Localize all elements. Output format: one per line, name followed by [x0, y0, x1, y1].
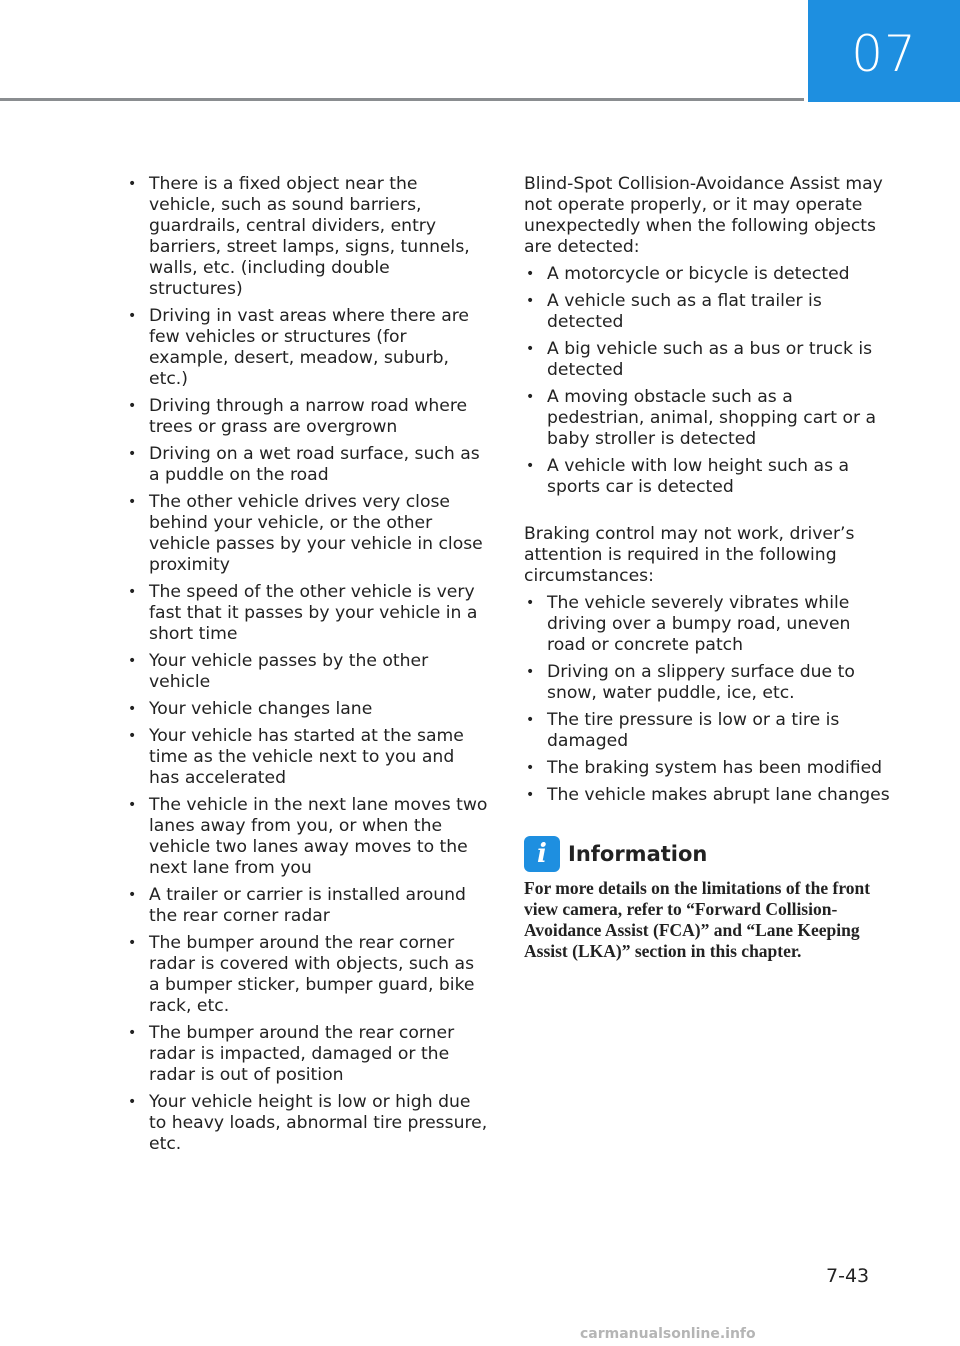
- list-item: • A vehicle with low height such as a sports car is detected: [524, 456, 890, 498]
- watermark: carmanualsonline.info: [580, 1326, 756, 1342]
- list-item: • The bumper around the rear corner radar is impacted, damaged or the radar is out of position: [126, 1023, 488, 1086]
- list-item: • The tire pressure is low or a tire is damaged: [524, 710, 890, 752]
- list-item: • Your vehicle height is low or high due to heavy loads, abnormal tire pressure, etc.: [126, 1092, 488, 1155]
- list-item: • Driving on a wet road surface, such as a puddle on the road: [126, 444, 488, 486]
- circumstances-list: [524, 593, 890, 806]
- page-number: 7-43: [826, 1265, 870, 1287]
- list-item: • The vehicle severely vibrates while driving over a bumpy road, uneven road or concrete patch: [524, 593, 890, 656]
- list-item: • The other vehicle drives very close behind your vehicle, or the other vehicle passes by your vehicle in close proximity: [126, 492, 488, 576]
- list-item: • There is a fixed object near the vehicle, such as sound barriers, guardrails, central dividers, entry barriers, street lamps, signs, tunnels, walls, etc. (including double structures): [126, 174, 488, 300]
- list-item: • A motorcycle or bicycle is detected: [524, 264, 890, 285]
- list-item: • Driving on a slippery surface due to snow, water puddle, ice, etc.: [524, 662, 890, 704]
- list-item: • A moving obstacle such as a pedestrian, animal, shopping cart or a baby stroller is detected: [524, 387, 890, 450]
- list-item: • The speed of the other vehicle is very fast that it passes by your vehicle in a short time: [126, 582, 488, 645]
- list-item: • Your vehicle changes lane: [126, 699, 488, 720]
- list-item: • Your vehicle has started at the same time as the vehicle next to you and has accelerated: [126, 726, 488, 789]
- list-item: • Your vehicle passes by the other vehicle: [126, 651, 488, 693]
- list-item: • A vehicle such as a flat trailer is detected: [524, 291, 890, 333]
- list-item: • A big vehicle such as a bus or truck is detected: [524, 339, 890, 381]
- chapter-tab: [808, 0, 960, 102]
- information-body: For more details on the limitations of the front view camera, refer to “Forward Collision-Avoidance Assist (FCA)” and “Lane Keeping Assist (LKA)” section in this chapter.: [524, 878, 871, 961]
- list-item: • The bumper around the rear corner radar is covered with objects, such as a bumper sticker, bumper guard, bike rack, etc.: [126, 933, 488, 1017]
- left-bullet-list: [126, 174, 488, 1155]
- header-rule: [0, 98, 804, 101]
- list-item: • The vehicle in the next lane moves two lanes away from you, or when the vehicle two lanes away moves to the next lane from you: [126, 795, 488, 879]
- information-header: [524, 836, 890, 872]
- chapter-number: 07: [851, 25, 917, 83]
- left-column: [126, 174, 488, 1161]
- right-column: [524, 174, 890, 962]
- list-item: • The braking system has been modified: [524, 758, 890, 779]
- info-icon: i: [524, 836, 560, 872]
- list-item: • Driving through a narrow road where trees or grass are overgrown: [126, 396, 488, 438]
- list-item: • Driving in vast areas where there are few vehicles or structures (for example, desert, meadow, suburb, etc.): [126, 306, 488, 390]
- intro-paragraph: Blind-Spot Collision-Avoidance Assist may not operate properly, or it may operate unexpectedly when the following objects are detected:: [524, 174, 883, 257]
- list-item: • The vehicle makes abrupt lane changes: [524, 785, 890, 806]
- information-title: Information: [568, 842, 708, 866]
- detected-objects-list: [524, 264, 890, 498]
- braking-paragraph: Braking control may not work, driver’s attention is required in the following circumstances:: [524, 524, 855, 586]
- list-item: • A trailer or carrier is installed around the rear corner radar: [126, 885, 488, 927]
